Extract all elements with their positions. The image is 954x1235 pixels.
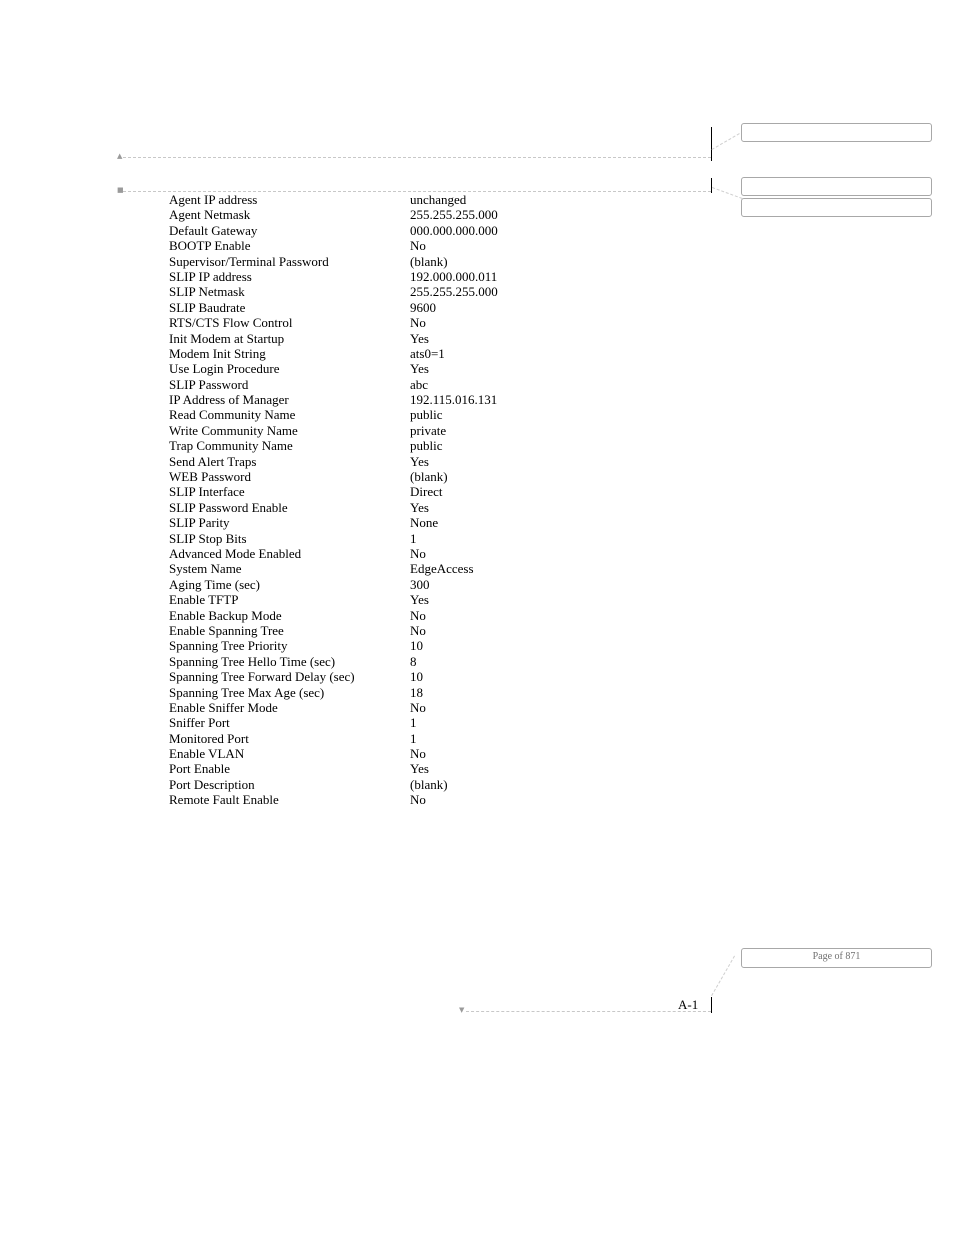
setting-name: SLIP Interface [169, 484, 245, 500]
setting-name: Enable Sniffer Mode [169, 699, 278, 715]
setting-name: Port Description [169, 776, 255, 792]
setting-name: SLIP Parity [169, 515, 230, 531]
setting-value: Yes [410, 453, 429, 469]
header-comment-callout[interactable] [741, 123, 932, 142]
setting-value: EdgeAccess [410, 561, 474, 577]
setting-value: (blank) [410, 253, 448, 269]
setting-value: private [410, 422, 447, 438]
setting-value: No [410, 545, 426, 561]
page-counter-text: Page of 871 [812, 951, 861, 962]
anchor-up-marker: ▲ [117, 152, 123, 160]
setting-name: Spanning Tree Max Age (sec) [169, 684, 325, 700]
setting-value: 1 [410, 530, 417, 546]
setting-row [169, 731, 569, 746]
setting-value: Yes [410, 361, 429, 377]
setting-name: Init Modem at Startup [169, 330, 285, 346]
setting-name: Write Community Name [169, 422, 298, 438]
setting-row [169, 361, 569, 376]
default-settings-table [169, 192, 569, 808]
setting-value: Yes [410, 761, 429, 777]
setting-row [169, 438, 569, 453]
setting-name: Spanning Tree Priority [169, 638, 288, 654]
setting-row [169, 315, 569, 330]
setting-name: Spanning Tree Hello Time (sec) [169, 653, 336, 669]
setting-value: public [410, 407, 443, 423]
setting-row [169, 531, 569, 546]
setting-name: SLIP Netmask [169, 284, 245, 300]
setting-name: Use Login Procedure [169, 361, 280, 377]
footer-guide-line [466, 1011, 711, 1012]
setting-value: No [410, 238, 426, 254]
setting-row [169, 654, 569, 669]
setting-row [169, 669, 569, 684]
setting-name: Remote Fault Enable [169, 792, 279, 808]
setting-name: SLIP Baudrate [169, 299, 246, 315]
setting-value: 1 [410, 730, 417, 746]
setting-value: 192.115.016.131 [410, 392, 498, 408]
setting-row [169, 254, 569, 269]
setting-row [169, 792, 569, 807]
setting-row [169, 546, 569, 561]
page-number: A-1 [678, 997, 699, 1012]
setting-row [169, 423, 569, 438]
setting-row [169, 715, 569, 730]
setting-value: 9600 [410, 299, 436, 315]
setting-row [169, 685, 569, 700]
setting-name: Agent Netmask [169, 207, 251, 223]
setting-value: 192.000.000.011 [410, 268, 498, 284]
setting-value: 8 [410, 653, 417, 669]
setting-name: BOOTP Enable [169, 238, 251, 254]
setting-value: No [410, 622, 426, 638]
body-change-bar [711, 178, 712, 193]
setting-name: Enable Backup Mode [169, 607, 282, 623]
setting-value: 255.255.255.000 [410, 284, 498, 300]
setting-row [169, 269, 569, 284]
header-guide-line [123, 157, 711, 158]
setting-row [169, 223, 569, 238]
setting-name: SLIP Password Enable [169, 499, 288, 515]
setting-value: 1 [410, 715, 417, 731]
setting-row [169, 700, 569, 715]
setting-row [169, 192, 569, 207]
setting-name: Sniffer Port [169, 715, 230, 731]
setting-value: Yes [410, 330, 429, 346]
setting-name: Read Community Name [169, 407, 296, 423]
setting-value: abc [410, 376, 429, 392]
setting-name: Supervisor/Terminal Password [169, 253, 329, 269]
setting-name: Port Enable [169, 761, 231, 777]
setting-row [169, 777, 569, 792]
setting-row [169, 284, 569, 299]
setting-row [169, 577, 569, 592]
footer-leader-line [711, 956, 735, 996]
setting-name: Enable Spanning Tree [169, 622, 284, 638]
setting-name: Enable VLAN [169, 746, 245, 762]
setting-row [169, 500, 569, 515]
setting-value: ats0=1 [410, 345, 445, 361]
setting-value: None [410, 515, 439, 531]
setting-row [169, 469, 569, 484]
setting-name: System Name [169, 561, 242, 577]
setting-row [169, 377, 569, 392]
setting-value: 18 [410, 684, 423, 700]
setting-value: 255.255.255.000 [410, 207, 498, 223]
setting-name: Spanning Tree Forward Delay (sec) [169, 669, 355, 685]
setting-name: IP Address of Manager [169, 392, 289, 408]
setting-row [169, 346, 569, 361]
setting-value: No [410, 792, 426, 808]
setting-value: 10 [410, 638, 423, 654]
setting-row [169, 761, 569, 776]
setting-value: Yes [410, 499, 429, 515]
setting-value: No [410, 315, 426, 331]
setting-value: No [410, 699, 426, 715]
body-comment-callout-1[interactable] [741, 177, 932, 196]
setting-name: SLIP IP address [169, 268, 252, 284]
page-counter-callout[interactable] [741, 948, 932, 968]
setting-row [169, 638, 569, 653]
setting-row [169, 454, 569, 469]
setting-value: unchanged [410, 192, 467, 207]
anchor-box-marker: ■ [117, 186, 124, 194]
setting-name: RTS/CTS Flow Control [169, 315, 293, 331]
footer-change-bar [711, 997, 712, 1013]
setting-row [169, 484, 569, 499]
setting-name: Aging Time (sec) [169, 576, 260, 592]
setting-value: No [410, 746, 426, 762]
setting-value: public [410, 438, 443, 454]
setting-value: (blank) [410, 469, 448, 485]
anchor-down-marker: ▼ [459, 1006, 465, 1014]
setting-value: 000.000.000.000 [410, 222, 498, 238]
setting-value: No [410, 607, 426, 623]
setting-name: Monitored Port [169, 730, 249, 746]
setting-row [169, 623, 569, 638]
setting-name: Advanced Mode Enabled [169, 545, 302, 561]
setting-name: SLIP Password [169, 376, 249, 392]
setting-row [169, 515, 569, 530]
setting-value: 300 [410, 576, 430, 592]
setting-value: 10 [410, 669, 423, 685]
setting-name: Trap Community Name [169, 438, 293, 454]
body-leader-line [712, 187, 742, 199]
setting-row [169, 746, 569, 761]
setting-name: WEB Password [169, 469, 251, 485]
setting-row [169, 608, 569, 623]
setting-row [169, 592, 569, 607]
setting-row [169, 238, 569, 253]
setting-row [169, 407, 569, 422]
header-change-bar [711, 127, 712, 161]
setting-value: Yes [410, 592, 429, 608]
setting-row [169, 561, 569, 576]
setting-value: Direct [410, 484, 443, 500]
body-comment-callout-2[interactable] [741, 198, 932, 217]
setting-row [169, 300, 569, 315]
setting-name: Agent IP address [169, 192, 258, 207]
setting-value: (blank) [410, 776, 448, 792]
setting-row [169, 207, 569, 222]
setting-name: Modem Init String [169, 345, 266, 361]
setting-name: Enable TFTP [169, 592, 239, 608]
setting-name: Default Gateway [169, 222, 258, 238]
setting-name: SLIP Stop Bits [169, 530, 247, 546]
setting-row [169, 331, 569, 346]
setting-row [169, 392, 569, 407]
setting-name: Send Alert Traps [169, 453, 257, 469]
header-leader-line [712, 133, 740, 150]
